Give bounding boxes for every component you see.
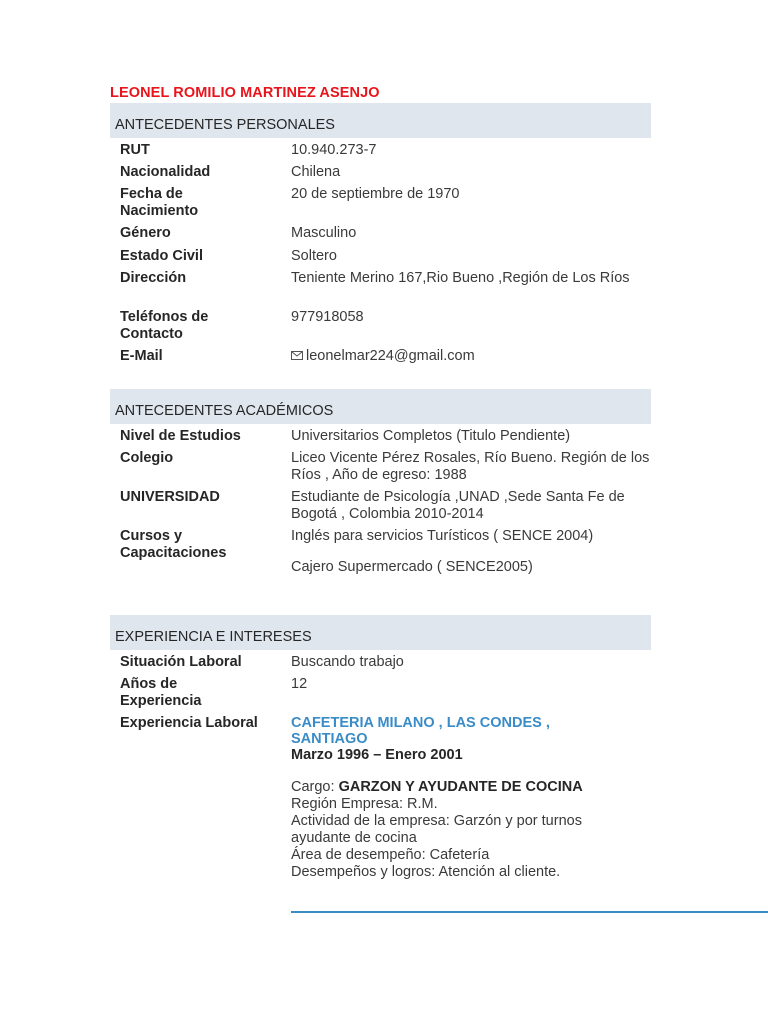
row-label: Dirección bbox=[120, 270, 187, 286]
email-value[interactable] bbox=[291, 348, 651, 365]
job-details bbox=[291, 779, 631, 881]
job-actividad: Actividad de la empresa: Garzón y por turnos ayudante de cocina bbox=[291, 813, 582, 846]
row-value: Inglés para servicios Turísticos ( SENCE 2004) bbox=[291, 528, 594, 544]
divider-line bbox=[291, 911, 768, 913]
row-value: Teniente Merino 167,Rio Bueno ,Región de Los Ríos bbox=[291, 270, 630, 286]
section-header-experience: EXPERIENCIA E INTERESES bbox=[110, 615, 651, 650]
row-label: Años de Experiencia bbox=[120, 676, 202, 709]
row-label: Experiencia Laboral bbox=[120, 715, 258, 731]
row-label: Estado Civil bbox=[120, 248, 203, 264]
row-value: Buscando trabajo bbox=[291, 654, 404, 670]
cargo-label: Cargo: bbox=[291, 779, 339, 795]
row-label: Cursos y Capacitaciones bbox=[120, 528, 227, 561]
row-value: 12 bbox=[291, 676, 308, 692]
row-label: RUT bbox=[120, 142, 150, 158]
job-dates: Marzo 1996 – Enero 2001 bbox=[291, 747, 463, 763]
row-label: UNIVERSIDAD bbox=[120, 489, 220, 505]
job-logros: Desempeños y logros: Atención al cliente. bbox=[291, 864, 561, 880]
section-header-academic: ANTECEDENTES ACADÉMICOS bbox=[110, 389, 651, 424]
envelope-icon bbox=[291, 351, 303, 360]
job-cargo bbox=[291, 779, 631, 796]
section-header-personal: ANTECEDENTES PERSONALES bbox=[110, 103, 651, 138]
row-value: 977918058 bbox=[291, 309, 364, 325]
row-value: Estudiante de Psicología ,UNAD ,Sede Santa Fe de Bogotá , Colombia 2010-2014 bbox=[291, 489, 625, 522]
job-area: Área de desempeño: Cafetería bbox=[291, 847, 490, 863]
cargo-value: GARZON Y AYUDANTE DE COCINA bbox=[338, 779, 583, 795]
row-value: Liceo Vicente Pérez Rosales, Río Bueno. Región de los Ríos , Año de egreso: 1988 bbox=[291, 450, 650, 483]
row-value: 20 de septiembre de 1970 bbox=[291, 186, 460, 202]
row-value: 10.940.273-7 bbox=[291, 142, 377, 158]
row-value: Chilena bbox=[291, 164, 341, 180]
row-label: Situación Laboral bbox=[120, 654, 242, 670]
row-value: Cajero Supermercado ( SENCE2005) bbox=[291, 559, 533, 575]
row-label: Género bbox=[120, 225, 171, 241]
job-region: Región Empresa: R.M. bbox=[291, 796, 438, 812]
row-value: Universitarios Completos (Titulo Pendiente) bbox=[291, 428, 571, 444]
email-link[interactable]: leonelmar224@gmail.com bbox=[306, 348, 475, 364]
candidate-name: LEONEL ROMILIO MARTINEZ ASENJO bbox=[110, 85, 380, 101]
row-value: Soltero bbox=[291, 248, 337, 264]
row-value: Masculino bbox=[291, 225, 357, 241]
row-label: Fecha de Nacimiento bbox=[120, 186, 199, 219]
row-label: E-Mail bbox=[120, 348, 163, 364]
row-label: Nivel de Estudios bbox=[120, 428, 241, 444]
row-label: Colegio bbox=[120, 450, 174, 466]
job-title: CAFETERIA MILANO , LAS CONDES , SANTIAGO bbox=[291, 715, 550, 747]
row-label: Nacionalidad bbox=[120, 164, 211, 180]
row-label: Teléfonos de Contacto bbox=[120, 309, 209, 342]
